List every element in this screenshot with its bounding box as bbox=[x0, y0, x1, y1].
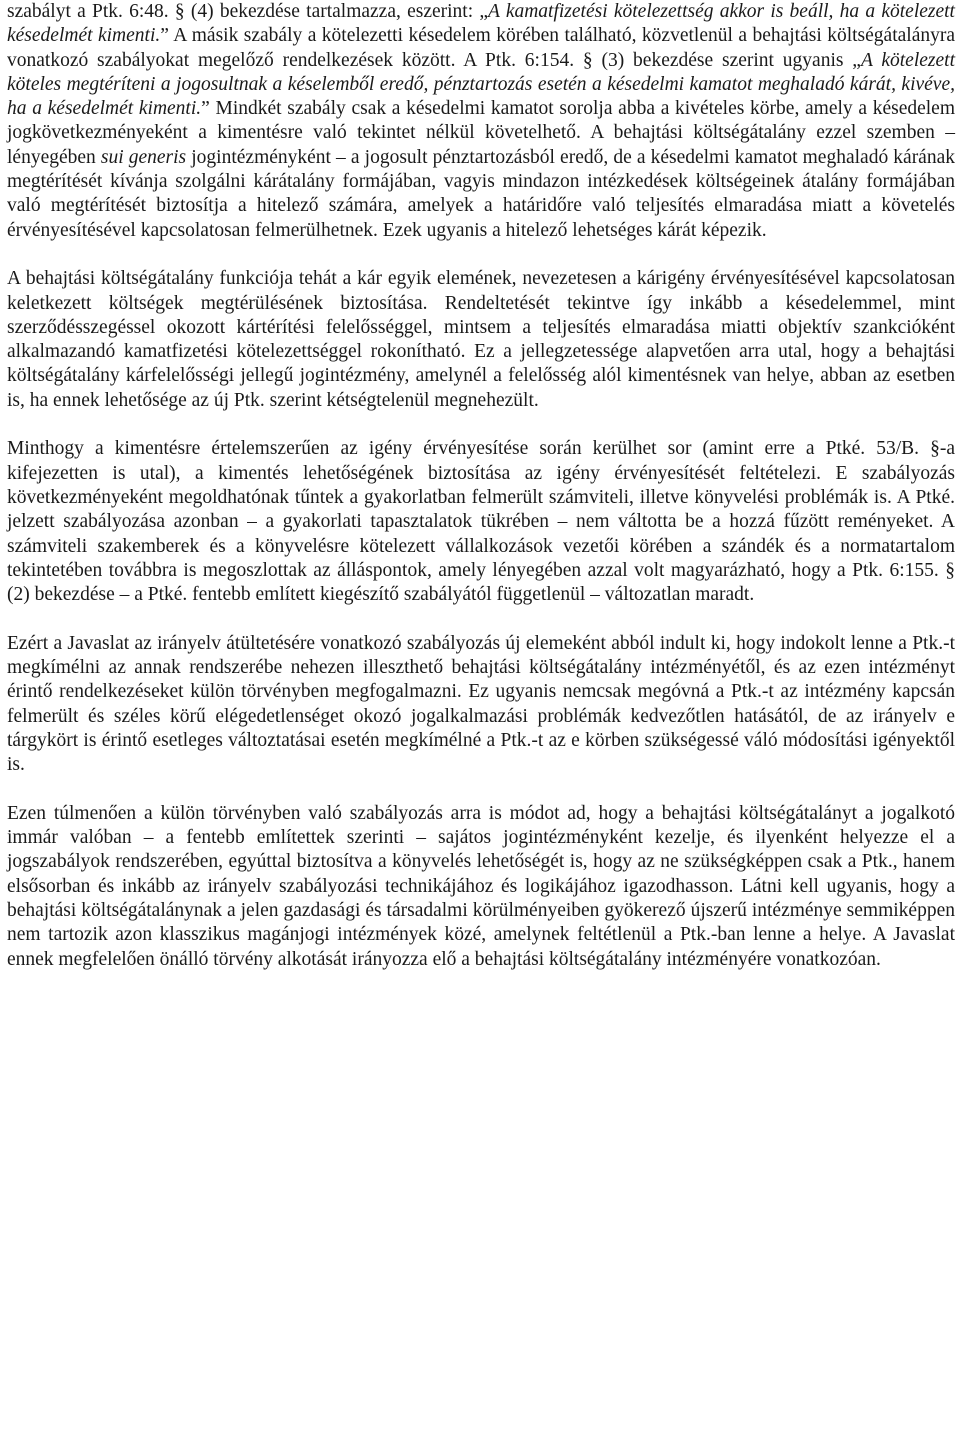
latin-term: sui generis bbox=[100, 146, 187, 168]
paragraph-text: A behajtási költségátalány funkciója tehát a kár egyik elemének, nevezetesen a kárigény érvényesítésével kapcsolatosan keletkezett költségek megtérülésének biztosítása. Rendeltetését tekintve így inkább a késedelemmel, mint szerződésszegéssel okozott kártérítési felelősséggel, mintsem a teljesítés elmaradása miatti objektív szankcióként alkalmazandó kamatfizetési kötelezettséggel rokonítható. Ez a jellegzetessége alapvetően arra utal, hogy a behajtási költségátalány kárfelelősségi jellegű jogintézmény, amelynél a felelősség alól kimentésnek van helye, abban az esetben is, ha ennek lehetősége az új Ptk. szerint kétségtelenül megnehezült. bbox=[7, 268, 955, 411]
paragraph-text: szabályt a Ptk. 6:48. § (4) bekezdése tartalmazza, eszerint: „ bbox=[7, 1, 489, 22]
paragraph-text: ” Mindkét szabály csak a késedelmi kamatot sorolja abba a kivételes körbe, amely a késedelem jogkövetkezményeként a kimentésre való tekintet nélkül követelhető. A behajtási költségátalány ezzel szemben – lényegében bbox=[7, 98, 956, 168]
paragraph-3 bbox=[7, 437, 955, 607]
document-page bbox=[7, 0, 955, 972]
quoted-statute-text: A kamatfizetési kötelezettség akkor is beáll, ha a kötelezett késedelmét kimenti. bbox=[7, 1, 955, 47]
paragraph-text: Minthogy a kimentésre értelemszerűen az igény érvényesítése során kerülhet sor (amint erre a Ptké. 53/B. §-a kifejezetten is utal), a kimentés lehetőségének biztosítása az igény érvényesítését feltételezi. E szabályozás következményeként megoldhatónak tűntek a gyakorlatban felmerült számviteli, illetve könyvelési problémák is. A Ptké. jelzett szabályozása azonban – a gyakorlati tapasztalatok tükrében – nem váltotta be a hozzá fűzött reményeket. A számviteli szakemberek és a könyvelésre kötelezett vállalkozások vezetői körében a szándék és a normatartalom tekintetében továbbra is megoszlottak az álláspontok, amely lényegében azzal volt magyarázható, hogy a Ptk. 6:155. § (2) bekezdése – a Ptké. fentebb említett kiegészítő szabályától függetlenül – változatlan maradt. bbox=[7, 438, 955, 606]
paragraph-2 bbox=[7, 267, 955, 413]
paragraph-text: ” A másik szabály a kötelezetti késedelem körében található, közvetlenül a behajtási költségátalányra vonatkozó szabályokat megelőző rendelkezések között. A Ptk. 6:154. § (3) bekezdése szerint ugyanis „ bbox=[7, 25, 955, 71]
paragraph-5 bbox=[7, 802, 955, 972]
paragraph-text: Ezért a Javaslat az irányelv átültetésére vonatkozó szabályozás új elemeként abból indult ki, hogy indokolt lenne a Ptk.-t megkímélni az annak rendszerébe nehezen illeszthető behajtási költségátalány intézményétől, és az ezen intézményt érintő rendelkezéseket külön törvényben megfogalmazni. Ez ugyanis nemcsak megóvná a Ptk.-t az intézmény kapcsán felmerült és széles körű elégedetlenséget okozó jogalkalmazási problémák kedvezőtlen hatásától, de az irányelv e tárgykört is érintő esetleges változtatásai esetén megkímélné a Ptk.-t az e körben szükségessé váló módosítási igényektől is. bbox=[7, 632, 955, 776]
paragraph-1 bbox=[7, 0, 955, 243]
paragraph-text: jogintézményként – a jogosult pénztartozásból eredő, de a késedelmi kamatot meghaladó kárának megtérítését kívánja szolgálni kárátalány formájában, vagyis mindazon intézkedések költségeinek átalány formájában való megtérítését biztosítja a hitelező számára, amelyek a határidőre való teljesítés elmaradása miatt a követelés érvényesítésével kapcsolatosan felmerülhetnek. Ezek ugyanis a hitelező lehetséges kárát képezik. bbox=[7, 146, 955, 241]
paragraph-text: Ezen túlmenően a külön törvényben való szabályozás arra is módot ad, hogy a behajtási költségátalányt a jogalkotó immár valóban – a fentebb említettek szerinti – sajátos jogintézményként kezelje, és ilyenként helyezze el a jogszabályok rendszerében, egyúttal biztosítva a könyvelés lehetőségét is, hogy az ne szükségképpen csak a Ptk., hanem elsősorban és inkább az irányelv szabályozási technikájához és logikájához igazodhasson. Látni kell ugyanis, hogy a behajtási költségátalánynak a jelen gazdasági és társadalmi körülményeiben gyökerező újszerű intézménye semmiképpen nem tartozik azon klasszikus magánjogi intézmények közé, amelynek feltétlenül a Ptk.-ban lenne a helye. A Javaslat ennek megfelelően önálló törvény alkotását irányozza elő a behajtási költségátalány intézményére vonatkozóan. bbox=[7, 802, 955, 970]
paragraph-4 bbox=[7, 632, 955, 778]
quoted-statute-text: A kötelezett köteles megtéríteni a jogosultnak a késelemből eredő, pénztartozás esetén a késedelmi kamatot meghaladó kárát, kivéve, ha a késedelmét kimenti. bbox=[7, 49, 955, 120]
